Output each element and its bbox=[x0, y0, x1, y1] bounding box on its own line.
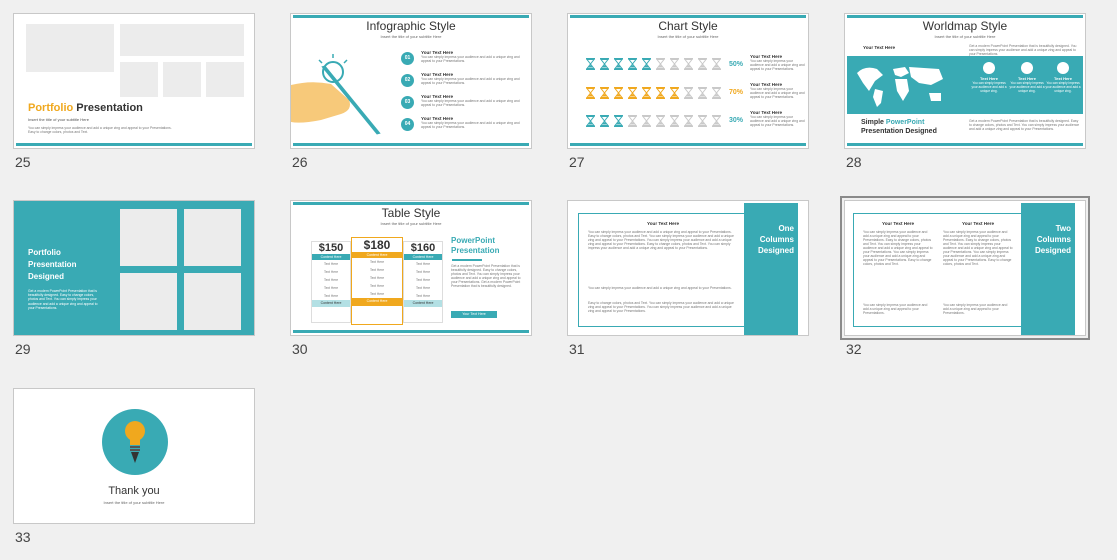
bottom-accent-bar bbox=[847, 143, 1083, 146]
slide-thumbnail-29[interactable] bbox=[13, 200, 257, 360]
slide-number: 31 bbox=[569, 341, 585, 357]
hourglass-icon bbox=[614, 115, 623, 127]
image-placeholder bbox=[120, 62, 158, 97]
slide-25-canvas[interactable] bbox=[13, 13, 255, 149]
title-accent: Portfolio bbox=[28, 102, 74, 114]
slide-number: 30 bbox=[292, 341, 308, 357]
bottom-text: Get a modern PowerPoint Presentation that is beautifully designed. Easy to change colors, photos and Text. You can simply impress your audience and add a unique zing and appeal to your Presentations. bbox=[969, 119, 1080, 131]
image-placeholder bbox=[184, 273, 241, 330]
column-band: Content Here bbox=[404, 254, 442, 260]
lightbulb-circle bbox=[102, 409, 168, 475]
hourglass-icon bbox=[628, 58, 637, 70]
hourglass-icon bbox=[684, 87, 693, 99]
price-column: $150 Content Here Text Here Text Here Text Here Text Here Text Here Content Here bbox=[311, 241, 351, 323]
slide-thumbnail-25[interactable] bbox=[13, 13, 257, 173]
column-text: You can simply impress your audience and add a unique zing and appeal to your Presentations. Easy to change colors, photos and Text. You can simply impress your audience and add a unique zing and appeal to your Presentations. You can simply impress your audience and add a unique zing and appeal to your Presentations. Easy to change colors, photos and Text. bbox=[863, 230, 933, 266]
image-placeholder bbox=[26, 24, 114, 72]
hourglass-icon bbox=[586, 87, 595, 99]
hourglass-row bbox=[586, 58, 726, 70]
side-title: PowerPoint Presentation bbox=[451, 236, 500, 255]
image-placeholder bbox=[120, 24, 244, 56]
hourglass-icon bbox=[656, 115, 665, 127]
image-placeholder bbox=[120, 209, 177, 266]
image-placeholder bbox=[163, 62, 201, 97]
bottom-accent-bar bbox=[570, 143, 806, 146]
percent-label: 30% bbox=[729, 117, 744, 124]
side-panel-title: Two Columns Designed bbox=[1034, 224, 1071, 255]
column-text: You can simply impress your audience and add a unique zing and appeal to your Presentations. Easy to change colors, photos and Text. You can simply impress your audience and add a unique zing and appeal to your Presentations. You can simply impress your audience and add a unique zing and appeal to your Presentations. Easy to change colors, photos and Text. bbox=[943, 230, 1013, 266]
price-value: $160 bbox=[410, 242, 436, 254]
slide-27-canvas[interactable] bbox=[567, 13, 809, 149]
hand-lightbulb-illustration bbox=[291, 50, 381, 140]
map-item: Text Here You can simply impress your audience and add a unique zing. bbox=[1009, 62, 1045, 93]
lightbulb-icon bbox=[121, 419, 149, 465]
hourglass-icon bbox=[586, 58, 595, 70]
slide-28-canvas[interactable] bbox=[844, 13, 1086, 149]
side-divider bbox=[452, 259, 482, 261]
image-placeholder bbox=[206, 62, 244, 97]
row-text: Your Text Here You can simply impress your audience and add a unique zing and appeal to your Presentations. bbox=[750, 110, 805, 127]
hourglass-icon bbox=[684, 58, 693, 70]
slide-title: Worldmap Style bbox=[922, 19, 1008, 33]
hourglass-icon bbox=[586, 115, 595, 127]
slide-subtitle: Insert the title of your subtitle Here bbox=[934, 34, 996, 39]
slide-title bbox=[28, 102, 143, 114]
row-text: Your Text Here You can simply impress your audience and add a unique zing and appeal to your Presentations. bbox=[750, 54, 805, 71]
hourglass-icon bbox=[712, 58, 721, 70]
slide-subtitle: Insert the title of your subtitle Here bbox=[103, 500, 165, 505]
hourglass-row bbox=[586, 87, 726, 99]
bottom-accent-bar bbox=[293, 330, 529, 333]
price-value: $150 bbox=[318, 242, 344, 254]
hourglass-icon bbox=[698, 58, 707, 70]
hourglass-icon bbox=[642, 87, 651, 99]
price-column: $160 Content Here Text Here Text Here Text Here Text Here Text Here Content Here bbox=[403, 241, 443, 323]
hourglass-icon bbox=[614, 58, 623, 70]
image-placeholder bbox=[120, 273, 177, 330]
side-panel-title: One Columns Designed bbox=[757, 224, 794, 255]
column-heading: Your Text Here bbox=[882, 221, 914, 226]
side-text: Get a modern PowerPoint Presentation that is beautifully designed. Easy to change colors, photos and Text. You can simply impress your audience and add a unique zing and appeal to your Presentations. Get a modern PowerPoint Presentation that is beautifully designed. bbox=[451, 264, 521, 288]
column-band: Content Here bbox=[352, 252, 402, 258]
percent-label: 50% bbox=[729, 61, 744, 68]
image-placeholder bbox=[184, 209, 241, 266]
price-column-highlighted: $180 Content Here Text Here Text Here Text Here Text Here Text Here Content Here bbox=[351, 237, 403, 325]
slide-29-canvas[interactable] bbox=[13, 200, 255, 336]
slide-heading: Your Text Here bbox=[647, 221, 679, 226]
step-text-03: Your Text Here You can simply impress your audience and add a unique zing and appeal to your Presentations. bbox=[421, 94, 520, 107]
slide-thumbnail-32[interactable] bbox=[844, 200, 1088, 360]
step-text-04: Your Text Here You can simply impress your audience and add a unique zing and appeal to your Presentations. bbox=[421, 116, 520, 129]
hourglass-icon bbox=[642, 115, 651, 127]
slide-number: 28 bbox=[846, 154, 862, 170]
bottom-title: Simple PowerPoint Presentation Designed bbox=[861, 119, 937, 135]
slide-thumbnail-33[interactable] bbox=[13, 388, 257, 548]
hourglass-icon bbox=[670, 58, 679, 70]
slide-body: Get a modern PowerPoint Presentation that is beautifully designed. Easy to change colors, photos and Text. You can simply impress your audience and add a unique zing and appeal to your Presentations. bbox=[28, 289, 98, 310]
slide-thumbnail-28[interactable] bbox=[844, 13, 1088, 173]
slide-title: Thank you bbox=[108, 485, 160, 497]
step-number-01: 01 bbox=[401, 52, 414, 65]
slide-heading: Your Text Here bbox=[863, 45, 895, 50]
slide-32-canvas[interactable] bbox=[844, 200, 1086, 336]
slide-number: 29 bbox=[15, 341, 31, 357]
hourglass-icon bbox=[698, 87, 707, 99]
hourglass-icon bbox=[600, 58, 609, 70]
slide-body: You can simply impress your audience and add a unique zing and appeal to your Presentations. Easy to change colors, photos and Text. bbox=[28, 126, 172, 134]
column-text: You can simply impress your audience and add a unique zing and appeal to your Presentations. bbox=[943, 303, 1008, 315]
slide-33-canvas[interactable] bbox=[13, 388, 255, 524]
top-accent-bar bbox=[293, 202, 529, 205]
slide-thumbnail-26[interactable] bbox=[290, 13, 534, 173]
slide-number: 26 bbox=[292, 154, 308, 170]
world-map-icon bbox=[853, 61, 949, 109]
hourglass-icon bbox=[656, 87, 665, 99]
slide-title: Chart Style bbox=[658, 19, 718, 33]
slide-subtitle: Insert the title of your subtitle Here bbox=[28, 117, 89, 122]
percent-label: 70% bbox=[729, 89, 744, 96]
map-item: Text Here You can simply impress your audience and add a unique zing. bbox=[971, 62, 1007, 93]
hourglass-icon bbox=[712, 87, 721, 99]
step-text-02: Your Text Here You can simply impress your audience and add a unique zing and appeal to your Presentations. bbox=[421, 72, 520, 85]
slide-subtitle: Insert the title of your subtitle Here bbox=[380, 34, 442, 39]
row-text: Your Text Here You can simply impress your audience and add a unique zing and appeal to your Presentations. bbox=[750, 82, 805, 99]
slide-26-canvas[interactable] bbox=[290, 13, 532, 149]
slide-number: 33 bbox=[15, 529, 31, 545]
bottom-accent-bar bbox=[293, 143, 529, 146]
hourglass-icon bbox=[656, 58, 665, 70]
slide-number: 27 bbox=[569, 154, 585, 170]
slide-subtitle: Insert the title of your subtitle Here bbox=[380, 221, 442, 226]
paragraph: You can simply impress your audience and add a unique zing and appeal to your Presentations. Easy to change colors, photos and Text. You can simply impress your audience and add a unique zing and appeal to your Presentations. You can simply impress your audience and add a unique zing and appeal to your Presentations. Easy to change colors, photos and Text. You can simply impress your audience and add a unique zing and appeal to your Presentations. bbox=[588, 230, 734, 250]
slide-thumbnail-30[interactable] bbox=[290, 200, 534, 360]
slide-thumbnail-31[interactable] bbox=[567, 200, 811, 360]
top-accent-bar bbox=[293, 15, 529, 18]
slide-31-canvas[interactable] bbox=[567, 200, 809, 336]
hourglass-icon bbox=[698, 115, 707, 127]
column-band: Content Here bbox=[312, 254, 350, 260]
map-item: Text Here You can simply impress your audience and add a unique zing. bbox=[1045, 62, 1081, 93]
slide-number: 25 bbox=[15, 154, 31, 170]
paragraph: You can simply impress your audience and add a unique zing and appeal to your Presentations. bbox=[588, 286, 732, 290]
hourglass-icon bbox=[614, 87, 623, 99]
book-icon bbox=[983, 62, 995, 74]
map-band bbox=[847, 56, 1083, 114]
hourglass-icon bbox=[670, 87, 679, 99]
top-accent-bar bbox=[847, 15, 1083, 18]
hourglass-icon bbox=[712, 115, 721, 127]
slide-thumbnail-27[interactable] bbox=[567, 13, 811, 173]
column-text: You can simply impress your audience and add a unique zing and appeal to your Presentations. bbox=[863, 303, 928, 315]
slide-title: Infographic Style bbox=[366, 19, 456, 33]
globe-icon bbox=[1021, 62, 1033, 74]
step-number-03: 03 bbox=[401, 96, 414, 109]
top-accent-bar bbox=[570, 15, 806, 18]
slide-30-canvas[interactable] bbox=[290, 200, 532, 336]
step-number-04: 04 bbox=[401, 118, 414, 131]
slide-subtitle: Insert the title of your subtitle Here bbox=[657, 34, 719, 39]
slide-intro: Get a modern PowerPoint Presentation that is beautifully designed. You can simply impress your audience and add a unique zing and appeal to your Presentations. bbox=[969, 44, 1077, 56]
price-value: $180 bbox=[363, 238, 391, 252]
slide-title: Portfolio Presentation Designed bbox=[28, 248, 77, 281]
hourglass-icon bbox=[600, 87, 609, 99]
gear-icon bbox=[1057, 62, 1069, 74]
step-number-02: 02 bbox=[401, 74, 414, 87]
slide-title: Table Style bbox=[381, 206, 441, 220]
hourglass-icon bbox=[628, 115, 637, 127]
hourglass-icon bbox=[642, 58, 651, 70]
hourglass-icon bbox=[628, 87, 637, 99]
column-heading: Your Text Here bbox=[962, 221, 994, 226]
slide-number: 32 bbox=[846, 341, 862, 357]
bottom-accent-bar bbox=[16, 143, 252, 146]
step-text-01: Your Text Here You can simply impress your audience and add a unique zing and appeal to your Presentations. bbox=[421, 50, 520, 63]
side-button: Your Text Here bbox=[451, 311, 497, 318]
title-rest: Presentation bbox=[73, 102, 143, 114]
hourglass-row bbox=[586, 115, 726, 127]
hourglass-icon bbox=[684, 115, 693, 127]
hourglass-icon bbox=[600, 115, 609, 127]
paragraph: Easy to change colors, photos and Text. You can simply impress your audience and add a unique zing and appeal to your Presentations. You can simply impress your audience and add a unique zing and appeal to your Presentations. bbox=[588, 301, 734, 313]
hourglass-icon bbox=[670, 115, 679, 127]
